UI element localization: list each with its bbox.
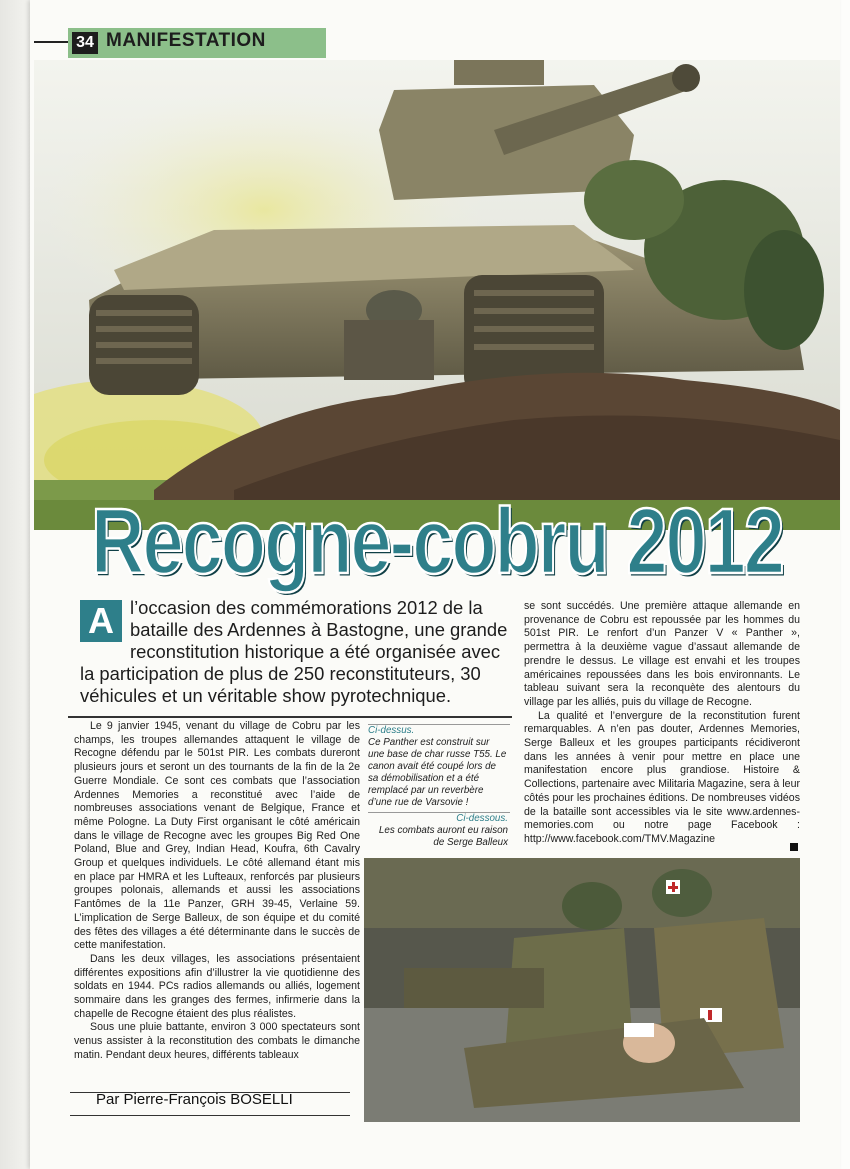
- caption-below: [368, 813, 508, 849]
- drop-cap: A: [80, 600, 122, 642]
- body-paragraph: Le 9 janvier 1945, venant du village de Cobru par les champs, les troupes allemandes attaquent le village de Recogne défendu par le 501st PIR. Les combats dureront plusieurs jours et seront un des tournants de la fin de la 2e Guerre Mondiale. Ce sont ces combats que l’association Ardennes Memories a reconstitué avec l’aide de nombreuses associations venant de Belgique, France et même Pologne. La Duty First organisant le côté américain dans le village de Recogne avec les groupes Big Red One Poland, Blue and Grey, Indian Head, Koufra, 6th Cavalry Group et quelques individuels. Le côté allemand étant mis en place par HMRA et les Lufteaux, renforcés par plusieurs groupes polonais, allemands et aussi les associations Fantômes de la 11e Panzer, GRH 39-45, Verlaine 59. L’implication de Serge Balleux, de son équipe et du comité des fêtes des villages a été déterminante dans le succès de cette manifestation.: [74, 720, 360, 952]
- caption-heading: Ci-dessus.: [368, 725, 415, 736]
- caption-above: [368, 725, 508, 809]
- page-number: 34: [72, 32, 98, 54]
- caption-text: Les combats auront eu raison de Serge Balleux: [378, 825, 508, 848]
- photo-medics-treating-soldier: [364, 858, 800, 1122]
- hero-photo-panther-tank: [34, 60, 840, 530]
- byline: Par Pierre-François BOSELLI: [96, 1091, 293, 1108]
- byline-rule: [70, 1115, 350, 1116]
- article-title: Recogne-cobru 2012: [91, 489, 783, 593]
- body-column-right: [524, 600, 800, 847]
- section-title: MANIFESTATION: [106, 30, 266, 51]
- caption-text: Ce Panther est construit sur une base de char russe T55. Le canon avait été coupé lors de sa démobilisation et a été remplacé par un reverbère d’une rue de Varsovie !: [368, 737, 507, 808]
- caption-heading: Ci-dessous.: [456, 813, 508, 824]
- lead-text: l’occasion des commémorations 2012 de la bataille des Ardennes à Bastogne, une grande reconstitution historique a été organisée avec la participation de plus de 250 reconstituteurs, 30 véhicules et un véritable show pyrotechnique.: [80, 597, 508, 706]
- body-paragraph: Dans les deux villages, les associations présentaient différentes expositions afin d’illustrer la vie quotidienne des soldats en 1944. PCs radios allemands ou alliés, logement sommaire dans les granges des fermes, infirmerie dans la chapelle de Recogne étaient des plus réalistes.: [74, 952, 360, 1020]
- header-rule: [34, 41, 68, 43]
- body-paragraph: se sont succédés. Une première attaque allemande en provenance de Cobru est repoussée par les hommes du 501st PIR. Le renfort d’un Panzer V « Panther », permettra à la deuxième vague d’assaut allemande de prendre le dessus. Le village est envahi et les troupes américaines repoussées dans les bois environnants. Le tableau suivant sera la reconquète des alentours du village par les alliés, puis du village de Recogne.: [524, 600, 800, 708]
- body-paragraph: Sous une pluie battante, environ 3 000 spectateurs sont venus assister à la reconstitution des combats le dimanche matin. Pendant deux heures, différents tableaux: [74, 1021, 360, 1061]
- body-column-left: [74, 720, 360, 1063]
- page-gutter: [0, 0, 32, 1169]
- lead-rule: [68, 716, 512, 718]
- body-paragraph: La qualité et l’envergure de la reconstitution furent remarquables. A n’en pas douter, Ardennes Memories, Serge Balleux et les groupes participants récidiveront dans les années à venir pour mettre en place une manifestation encore plus grandiose. Histoire & Collections, partenaire avec Militaria Magazine, sera à leur côtés pour les prochaines éditions. De nombreuses vidéos de la bataille sont accessibles via le site www.ardennes-memories.com ou notre page Facebook : http://www.facebook.com/TMV.Magazine: [524, 709, 800, 845]
- end-mark: [790, 843, 798, 851]
- lead-paragraph: [80, 597, 512, 707]
